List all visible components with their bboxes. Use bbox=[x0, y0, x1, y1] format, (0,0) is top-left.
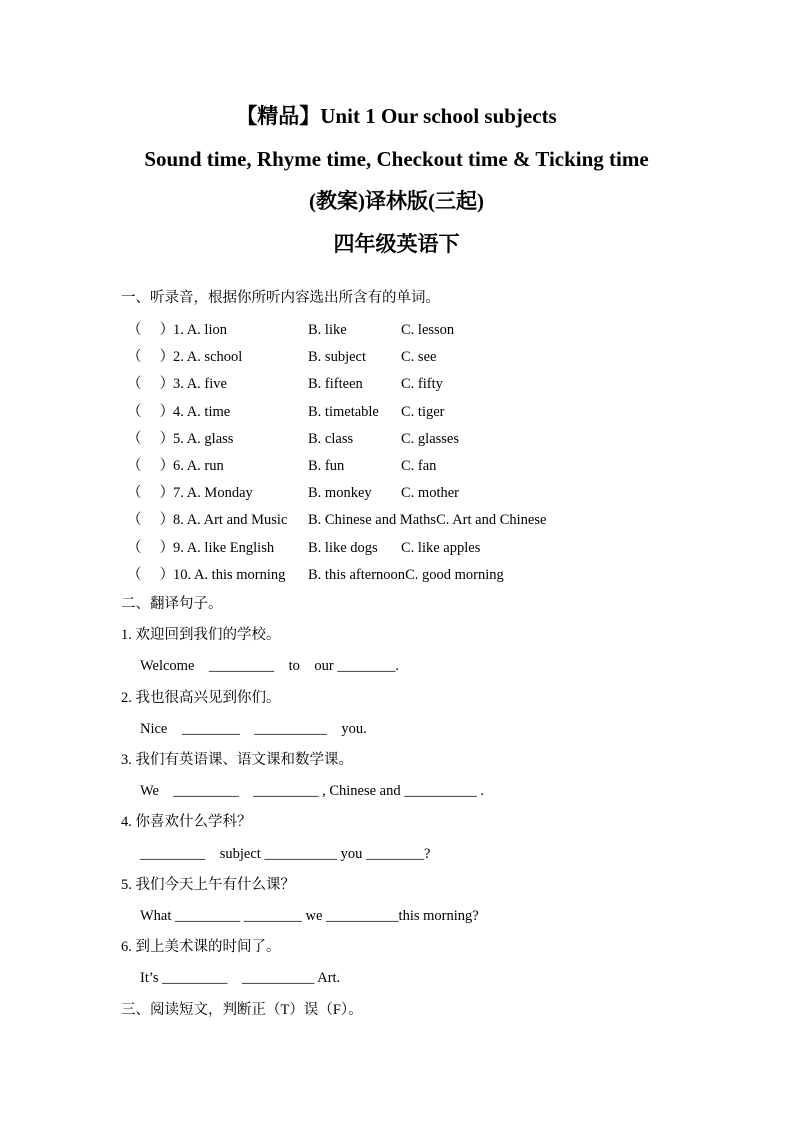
translation-prompt-cn: 6. 到上美术课的时间了。 bbox=[121, 939, 281, 956]
section-three-heading: 三、阅读短文，判断正（T）误（F）。 bbox=[121, 1001, 363, 1018]
mcq-item bbox=[121, 507, 753, 534]
title-block bbox=[0, 0, 793, 265]
section-two-heading: 二、翻译句子。 bbox=[121, 596, 223, 613]
translation-fill-line: It’s _________ __________ Art. bbox=[140, 970, 341, 987]
worksheet-subtitle: Sound time, Rhyme time, Checkout time & Ticking time bbox=[144, 146, 649, 171]
option-a: 6. A. run bbox=[173, 458, 224, 475]
option-a: 10. A. this morning bbox=[173, 566, 286, 583]
answer-blank-parens: （ ） bbox=[127, 322, 175, 338]
mcq-item bbox=[121, 453, 753, 480]
translation-fill-line: Nice ________ __________ you. bbox=[140, 720, 367, 737]
option-c: C. fifty bbox=[401, 376, 443, 393]
answer-blank-parens: （ ） bbox=[127, 376, 175, 393]
answer-blank-parens: （ ） bbox=[127, 458, 175, 475]
option-a: 5. A. glass bbox=[173, 430, 234, 447]
option-c: C. glasses bbox=[401, 430, 459, 447]
option-a: 8. A. Art and Music bbox=[173, 512, 288, 529]
translation-prompt-cn: 1. 欢迎回到我们的学校。 bbox=[121, 627, 281, 644]
option-b: B. fifteen bbox=[308, 376, 363, 393]
mcq-item bbox=[121, 562, 753, 589]
option-a: 3. A. five bbox=[173, 376, 227, 393]
option-c: C. tiger bbox=[401, 403, 445, 420]
translation-fill-line: _________ subject __________ you ________? bbox=[140, 845, 431, 862]
worksheet-body bbox=[0, 288, 793, 1026]
translation-prompt-cn: 3. 我们有英语课、语文课和数学课。 bbox=[121, 752, 353, 769]
option-a: 9. A. like English bbox=[173, 539, 275, 556]
option-b: B. like dogs bbox=[308, 539, 378, 556]
mcq-item bbox=[121, 480, 753, 507]
mcq-item bbox=[121, 317, 753, 344]
option-a: 2. A. school bbox=[173, 349, 243, 366]
translation-item bbox=[121, 683, 753, 745]
option-c: C. fan bbox=[401, 458, 437, 475]
option-a: 1. A. lion bbox=[173, 322, 227, 338]
answer-blank-parens: （ ） bbox=[127, 430, 175, 447]
translation-fill-line: Welcome _________ to our ________. bbox=[140, 658, 399, 675]
translation-prompt-cn: 5. 我们今天上午有什么课？ bbox=[121, 876, 295, 893]
translation-item bbox=[121, 932, 753, 994]
option-c: C. mother bbox=[401, 485, 459, 502]
mcq-item bbox=[121, 344, 753, 371]
translation-fill-line: What _________ ________ we __________this morning? bbox=[140, 908, 479, 925]
answer-blank-parens: （ ） bbox=[127, 566, 175, 583]
answer-blank-parens: （ ） bbox=[127, 349, 175, 366]
option-b: B. timetable bbox=[308, 403, 379, 420]
option-b: B. fun bbox=[308, 458, 345, 475]
mcq-item bbox=[121, 399, 753, 426]
option-b: B. like bbox=[308, 322, 347, 338]
translation-prompt-cn: 4. 你喜欢什么学科？ bbox=[121, 814, 252, 831]
worksheet-edition: (教案)译林版(三起) bbox=[309, 189, 484, 213]
translation-section bbox=[121, 589, 753, 995]
translation-prompt-cn: 2. 我也很高兴见到你们。 bbox=[121, 689, 281, 706]
option-c: C. Art and Chinese bbox=[436, 512, 547, 529]
translation-item bbox=[121, 870, 753, 932]
answer-blank-parens: （ ） bbox=[127, 403, 175, 420]
option-c: C. see bbox=[401, 349, 437, 366]
option-b: B. this afternoon bbox=[308, 566, 406, 583]
option-b: B. monkey bbox=[308, 485, 372, 502]
option-b: B. subject bbox=[308, 349, 366, 366]
answer-blank-parens: （ ） bbox=[127, 485, 175, 502]
option-a: 7. A. Monday bbox=[173, 485, 253, 502]
option-c: C. good morning bbox=[405, 566, 504, 583]
option-a: 4. A. time bbox=[173, 403, 231, 420]
translation-item bbox=[121, 620, 753, 682]
worksheet-grade: 四年级英语下 bbox=[333, 231, 460, 256]
section-one-heading: 一、听录音，根据你所听内容选出所含有的单词。 bbox=[121, 290, 440, 306]
listening-mcq-list bbox=[121, 317, 753, 589]
mcq-item bbox=[121, 371, 753, 398]
option-b: B. Chinese and Maths bbox=[308, 512, 437, 529]
option-c: C. lesson bbox=[401, 322, 455, 338]
translation-list bbox=[121, 620, 753, 994]
mcq-item bbox=[121, 535, 753, 562]
answer-blank-parens: （ ） bbox=[127, 539, 175, 556]
mcq-item bbox=[121, 426, 753, 453]
translation-item bbox=[121, 745, 753, 807]
option-b: B. class bbox=[308, 430, 354, 447]
option-c: C. like apples bbox=[401, 539, 481, 556]
translation-fill-line: We _________ _________ , Chinese and __________ . bbox=[140, 783, 484, 800]
translation-item bbox=[121, 807, 753, 869]
worksheet-title: 【精品】Unit 1 Our school subjects bbox=[236, 104, 557, 128]
answer-blank-parens: （ ） bbox=[127, 512, 175, 529]
